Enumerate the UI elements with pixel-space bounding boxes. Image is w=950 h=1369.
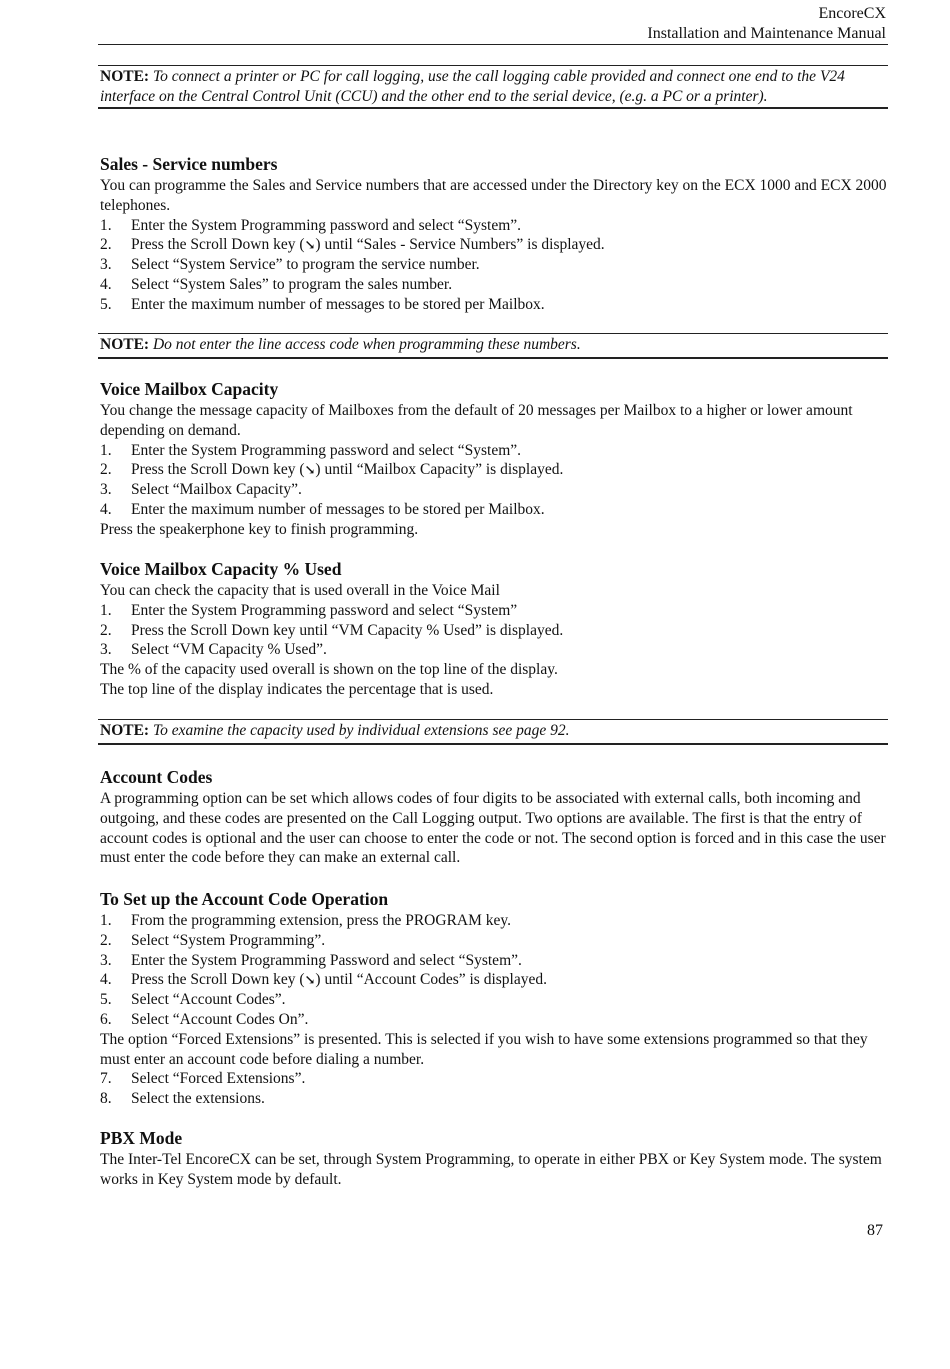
note-label: NOTE: [100,336,150,353]
section-pbx-mode [100,1128,890,1190]
list-item: 4. Select “System Sales” to program the sales number. [100,275,453,293]
scroll-down-arrow-icon: ↘ [304,237,316,253]
section-intro: You change the message capacity of Mailboxes from the default of 20 messages per Mailbox to a higher or lower amount depending on demand. [100,402,853,439]
section-intro: You can programme the Sales and Service numbers that are accessed under the Directory key on the ECX 1000 and ECX 2000 telephones. [100,177,887,214]
note-label: NOTE: [100,722,150,739]
note-individual-extensions [98,719,888,745]
list-item: 3. Select “System Service” to program the service number. [100,256,480,274]
page-header [647,4,886,44]
scroll-down-arrow-icon: ↘ [304,972,316,988]
section-sales-service [100,154,890,315]
header-manual-title: Installation and Maintenance Manual [647,25,886,42]
header-rule [98,44,888,45]
section-title: Sales - Service numbers [100,154,278,174]
section-intro: You can check the capacity that is used overall in the Voice Mail [100,582,500,599]
section-vm-capacity-used [100,559,890,700]
list-item: 8. Select the extensions. [100,1090,265,1108]
list-item: 1. Enter the System Programming password and select “System”. [100,441,522,459]
header-product: EncoreCX [818,5,886,22]
steps-list [100,601,890,660]
section-title: Account Codes [100,767,213,787]
section-body: The Inter-Tel EncoreCX can be set, through System Programming, to operate in either PBX or Key System mode. The system works in Key System mode by default. [100,1151,882,1188]
list-item: 1. Enter the System Programming password and select “System” [100,601,518,619]
list-item: 2. Press the Scroll Down key until “VM Capacity % Used” is displayed. [100,621,564,639]
list-item: 3. Select “VM Capacity % Used”. [100,641,327,659]
section-body: A programming option can be set which allows codes of four digits to be associated with external calls, both incoming and outgoing, and these codes are presented on the Call Logging output. Two options are available. The first is that the entry of account codes is optional and the user can choose to enter the code or not. The second option is forced and in this case the user must enter the code before they can make an external call. [100,790,886,867]
section-account-codes [100,767,890,868]
section-title: PBX Mode [100,1128,183,1148]
steps-list [100,1069,890,1109]
list-item: 1. Enter the System Programming password and select “System”. [100,216,522,234]
note-line-access [98,333,888,359]
list-item: 2. Press the Scroll Down key (↘) until “Mailbox Capacity” is displayed. [100,461,564,479]
steps-list [100,911,890,1030]
list-item: 3. Select “Mailbox Capacity”. [100,481,302,499]
steps-list [100,216,890,315]
list-item: 1. From the programming extension, press the PROGRAM key. [100,912,511,929]
note-text: To examine the capacity used by individual extensions see page 92. [152,722,570,739]
note-label: NOTE: [100,68,150,85]
list-item: 6. Select “Account Codes On”. [100,1010,309,1028]
list-item: 7. Select “Forced Extensions”. [100,1070,306,1088]
section-middle-text: The option “Forced Extensions” is presented. This is selected if you wish to have some extensions programmed so that they must enter an account code before dialing a number. [100,1030,868,1068]
note-text: Do not enter the line access code when programming these numbers. [152,336,581,353]
steps-list [100,441,890,520]
note-text: To connect a printer or PC for call logging, use the call logging cable provided and connect one end to the V24 interface on the Central Control Unit (CCU) and the other end to the serial device, (e.g. a PC or a printer). [100,68,845,105]
section-title: Voice Mailbox Capacity [100,379,279,399]
section-account-code-setup [100,889,890,1109]
list-item: 5. Enter the maximum number of messages to be stored per Mailbox. [100,295,545,313]
section-outro: The % of the capacity used overall is shown on the top line of the display. [100,661,558,679]
list-item: 4. Enter the maximum number of messages to be stored per Mailbox. [100,500,545,518]
section-voice-mailbox-capacity [100,379,890,540]
section-title: Voice Mailbox Capacity % Used [100,559,342,579]
list-item: 5. Select “Account Codes”. [100,991,286,1009]
scroll-down-arrow-icon: ↘ [304,462,316,478]
section-outro: Press the speakerphone key to finish programming. [100,520,419,538]
note-call-logging [98,65,888,109]
list-item: 4. Press the Scroll Down key (↘) until “Account Codes” is displayed. [100,971,547,989]
page-number: 87 [867,1222,883,1239]
section-title: To Set up the Account Code Operation [100,889,389,909]
section-outro: The top line of the display indicates the percentage that is used. [100,680,494,698]
list-item: 2. Select “System Programming”. [100,931,326,949]
list-item: 2. Press the Scroll Down key (↘) until “Sales - Service Numbers” is displayed. [100,236,605,254]
list-item: 3. Enter the System Programming Password and select “System”. [100,951,522,969]
